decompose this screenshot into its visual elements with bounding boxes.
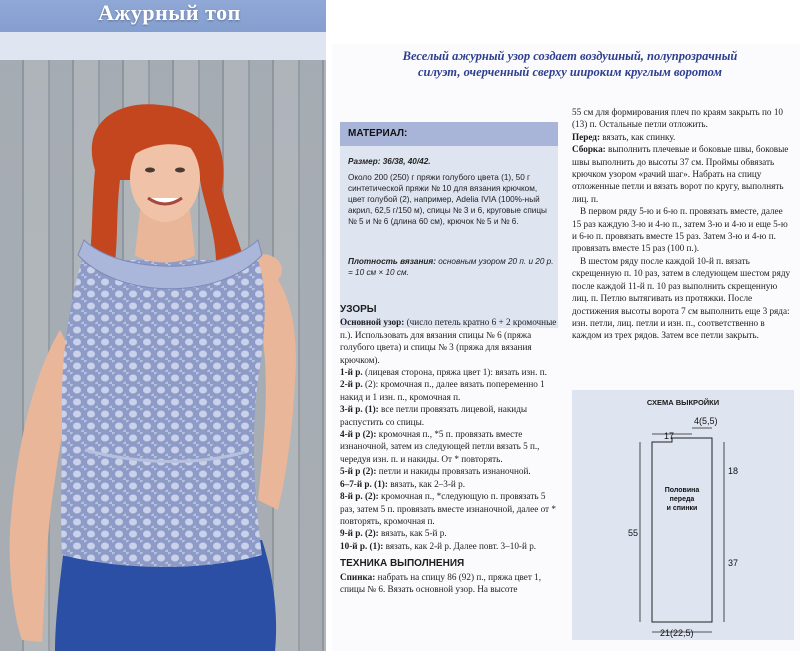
main-pattern-text: (число петель кратно 6 + 2 кромочные п.). Использовать для вязания спицы № 6 (пряжа голубого цвета) и спицы № 3 (пряжа для вязания крючком). — [340, 317, 557, 365]
row-label: 2-й р. — [340, 379, 363, 390]
main-pattern-label: Основной узор: — [340, 317, 405, 328]
front-label: Перед: — [572, 131, 600, 142]
assembly-paragraph — [572, 143, 794, 205]
dim-armhole: 18 — [728, 466, 739, 476]
material-body: Около 200 (250) г пряжи голубого цвета (1), 50 г синтетической пряжи № 10 для вязания крючком, цвет голубой (2), например, Adelia IVIA (100%-ный акрил, 62,5 г/150 м), спицы № 3 и 6, круговые спицы № 5 и № 6 (длина 60 см), крючок № 5 и № 6. — [348, 173, 547, 226]
size-value: 36/38, 40/42. — [382, 157, 431, 166]
front-paragraph — [572, 131, 794, 143]
row-label: 8-й р. (2): — [340, 491, 379, 502]
left-eye — [145, 168, 155, 173]
right-eye — [175, 168, 185, 173]
density-label: Плотность вязания: — [348, 257, 436, 266]
back-label: Спинка: — [340, 571, 376, 582]
pattern-row — [340, 478, 562, 490]
photo-page — [0, 0, 326, 651]
front-text: вязать, как спинку. — [602, 131, 676, 142]
row-text: (лицевая сторона, пряжа цвет 1): вязать изн. п. — [364, 367, 547, 378]
patterns-heading: УЗОРЫ — [340, 304, 377, 315]
row-text: вязать, как 2–3-й р. — [390, 478, 466, 489]
model-photo — [0, 60, 326, 651]
patterns-column — [340, 304, 562, 595]
row-text: кромочная п., *5 п. провязать вместе изнаночной, затем из следующей петли вязать 5 п., чередуя изн. п. и накиды. От * повторять. — [340, 429, 540, 464]
schema-drawing — [572, 390, 794, 640]
assembly-label: Сборка: — [572, 144, 606, 155]
row-label: 4-й р (2): — [340, 429, 377, 440]
density-line — [348, 256, 554, 278]
pattern-row — [340, 378, 562, 403]
pattern-row — [340, 527, 562, 539]
row-label: 6–7-й р. (1): — [340, 478, 388, 489]
schema-label-3: и спинки — [666, 505, 698, 512]
collar-paragraph-1: В первом ряду 5-ю и 6-ю п. провязать вместе, далее 15 раз каждую 3-ю и 4-ю п., затем 3-ю и 4-ю и еще 5-ю и 6-ю п. провязать вместе 15 раз. Затем 3-ю и 4-ю п. провязать вместе 15 раз (100 п.). — [572, 206, 788, 254]
schema-label-1: Половина — [664, 487, 700, 494]
row-text: петли и накиды провязать изнаночной. — [378, 466, 531, 477]
size-label: Размер: — [348, 157, 381, 166]
back-text: набрать на спицу 86 (92) п., пряжа цвет 1, спицы № 6. Вязать основной узор. На высоте — [340, 571, 542, 594]
material-heading: МАТЕРИАЛ: — [340, 122, 558, 146]
row-text: кромочная п., *следующую п. провязать 5 раз, затем 5 п. провязать вместе изнаночной, далее от * повторять, кромочная п. — [340, 491, 556, 526]
size-line — [348, 156, 554, 167]
pattern-row — [340, 490, 562, 527]
density-value: основным узором 20 п. и 20 р. = 10 см × 10 см. — [348, 257, 554, 277]
back-continued: 55 см для формирования плеч по краям закрыть по 10 (13) п. Остальные петли отложить. — [572, 107, 784, 130]
pattern-row — [340, 465, 562, 477]
row-label: 1-й р. — [340, 367, 363, 378]
lace-top — [61, 260, 265, 567]
schema-label-2: переда — [669, 496, 695, 503]
row-label: 9-й р. (2): — [340, 528, 379, 539]
title-band — [0, 0, 326, 60]
back-paragraph — [340, 571, 562, 596]
row-label: 10-й р. (1): — [340, 540, 384, 551]
row-text: все петли провязать лицевой, накиды распустить со спицы. — [340, 404, 528, 427]
title-stripe — [0, 32, 326, 60]
pattern-row — [340, 540, 562, 552]
assembly-text: выполнить плечевые и боковые швы, боковые швы выполнить до высоты 37 см. Проймы обвязать крючком узором «рачий шаг». Набрать на спицу отложенные петли и вязать ворот по кругу, выполнять лиц. п. — [572, 144, 789, 204]
row-text: вязать, как 2-й р. Далее повт. 3–10-й р. — [385, 540, 537, 551]
main-pattern — [340, 316, 562, 366]
row-text: вязать, как 5-й р. — [381, 528, 447, 539]
page-title: Ажурный топ — [98, 0, 241, 25]
technique-column — [572, 106, 794, 342]
text-page — [332, 44, 800, 651]
dim-bottom: 21(22,5) — [660, 628, 694, 638]
row-text: (2): кромочная п., далее вязать попеременно 1 накид и 1 изн. п., кромочная п. — [340, 379, 545, 402]
dim-height: 55 — [628, 528, 639, 538]
pattern-row — [340, 403, 562, 428]
row-label: 5-й р (2): — [340, 466, 377, 477]
pattern-schema — [572, 390, 794, 640]
collar-paragraph-2: В шестом ряду после каждой 10-й п. вязать скрещенную п. 10 раз, затем в следующем шестом ряду после каждой 11-й п. 10 раз выполнить скрещенную лиц. п. Петлю вытягивать из протяжки. После достижения высоты ворота 7 см выполнить еще 3 ряда: изн. петли, лиц. петли и изн. п., соответственно в каждом из трех рядов. Затем все петли закрыть. — [572, 255, 791, 341]
pattern-outline — [652, 438, 712, 622]
dim-top: 4(5,5) — [694, 416, 718, 426]
dim-shoulder: 17 — [664, 431, 675, 441]
intro-text: Веселый ажурный узор создает воздушный, полупрозрачный силуэт, очерченный сверху широким круглым воротом — [402, 49, 738, 79]
pattern-row — [340, 428, 562, 465]
schema-title: СХЕМА ВЫКРОЙКИ — [646, 398, 720, 407]
dim-side: 37 — [728, 558, 739, 568]
technique-heading: ТЕХНИКА ВЫПОЛНЕНИЯ — [340, 558, 465, 570]
row-label: 3-й р. (1): — [340, 404, 379, 415]
pattern-row — [340, 366, 562, 378]
